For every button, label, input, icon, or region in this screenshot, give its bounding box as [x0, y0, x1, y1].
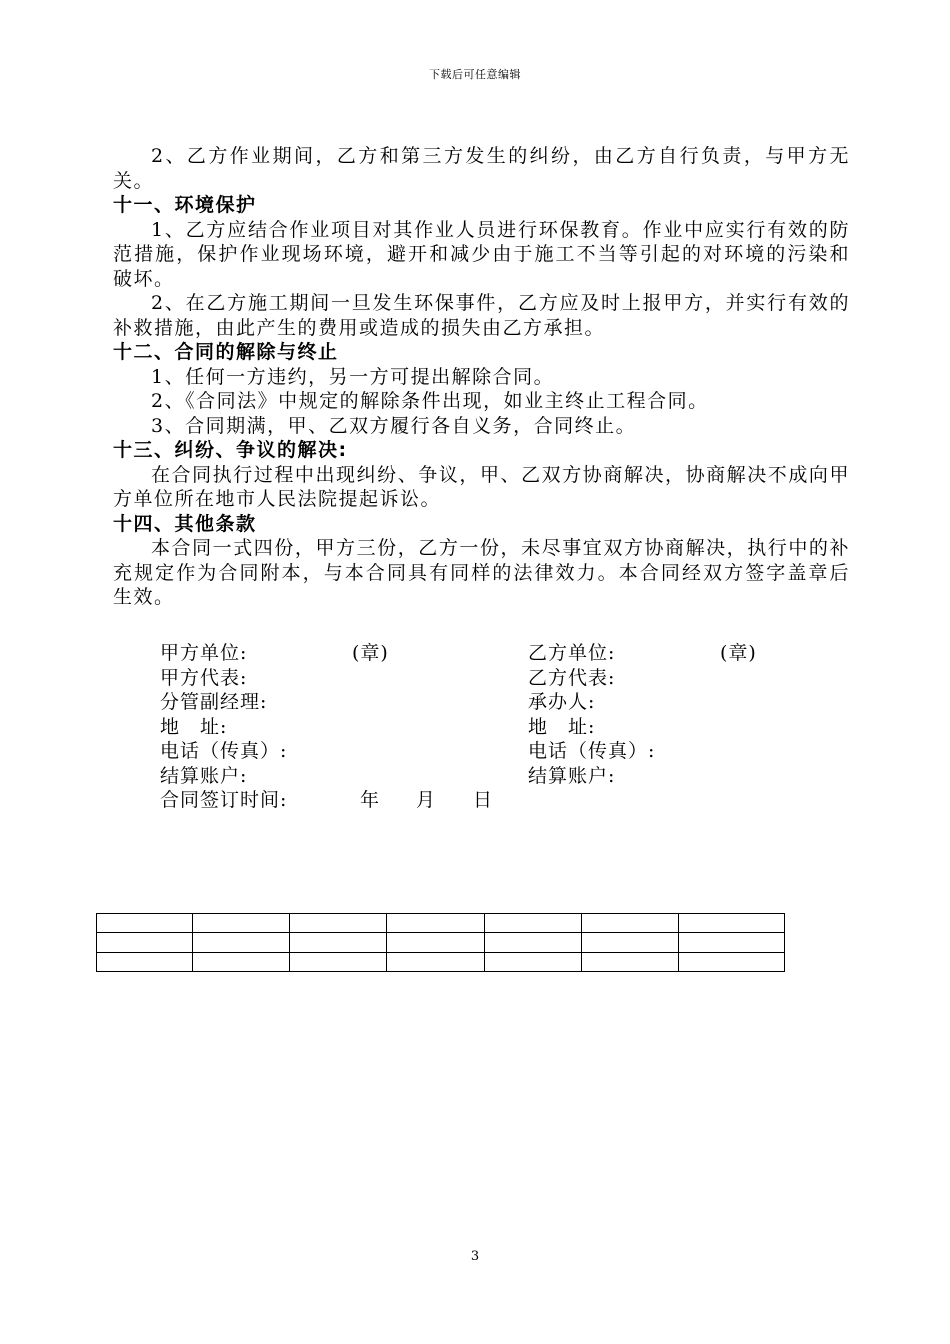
- party-b-phone-label: 电话（传真）:: [528, 740, 656, 762]
- party-a-account-label: 结算账户:: [160, 764, 248, 787]
- table-cell: [678, 952, 784, 971]
- sign-date-month: 月: [416, 789, 437, 811]
- paragraph-term-3: 3、合同期满，甲、乙双方履行各自义务，合同终止。: [151, 414, 637, 437]
- table-cell: [387, 952, 484, 971]
- party-b-seal: (章): [720, 642, 757, 664]
- paragraph-other-terms: 本合同一式四份，甲方三份，乙方一份，未尽事宜双方协商解决，执行中的补充规定作为合同附本，与本合同具有同样的法律效力。本合同经双方签字盖章后生效。: [113, 537, 850, 608]
- page-header: 下载后可任意编辑: [429, 68, 521, 81]
- party-a-phone-label: 电话（传真）:: [160, 740, 288, 762]
- table-cell: [97, 952, 193, 971]
- table-row: [97, 952, 785, 971]
- table-cell: [387, 914, 484, 933]
- table-cell: [97, 933, 193, 952]
- table-cell: [387, 933, 484, 952]
- table-cell: [484, 952, 581, 971]
- sign-date-year: 年: [360, 789, 381, 811]
- table-cell: [581, 914, 678, 933]
- heading-termination: 十二、合同的解除与终止: [113, 341, 339, 363]
- table-cell: [193, 952, 290, 971]
- heading-disputes: 十三、纠纷、争议的解决:: [113, 439, 348, 461]
- paragraph-term-2: 2、《合同法》中规定的解除条件出现，如业主终止工程合同。: [151, 390, 709, 412]
- table-cell: [484, 933, 581, 952]
- table-cell: [581, 952, 678, 971]
- paragraph-dispute-third-party: 2、乙方作业期间，乙方和第三方发生的纠纷，由乙方自行负责，与甲方无关。: [113, 145, 850, 192]
- blank-table: [96, 913, 785, 972]
- table-cell: [581, 933, 678, 952]
- party-a-rep-label: 甲方代表:: [160, 666, 248, 689]
- table-cell: [193, 933, 290, 952]
- sign-date-label: 合同签订时间:: [160, 789, 288, 811]
- table-cell: [193, 914, 290, 933]
- party-a-address-label: 地 址:: [160, 715, 228, 738]
- table-cell: [290, 933, 387, 952]
- party-b-account-label: 结算账户:: [528, 764, 616, 787]
- paragraph-env-2: 2、在乙方施工期间一旦发生环保事件，乙方应及时上报甲方，并实行有效的补救措施，由此产生的费用或造成的损失由乙方承担。: [113, 292, 850, 339]
- heading-environment: 十一、环境保护: [113, 194, 257, 216]
- heading-other-terms: 十四、其他条款: [113, 512, 257, 535]
- table-row: [97, 933, 785, 952]
- table-cell: [678, 914, 784, 933]
- page-number: 3: [470, 1249, 480, 1264]
- sign-date-day: 日: [473, 789, 494, 811]
- table-cell: [290, 952, 387, 971]
- table-cell: [290, 914, 387, 933]
- deputy-manager-label: 分管副经理:: [160, 691, 268, 713]
- handler-label: 承办人:: [528, 691, 596, 713]
- table-cell: [97, 914, 193, 933]
- party-b-unit-label: 乙方单位:: [528, 642, 616, 664]
- table-cell: [484, 914, 581, 933]
- paragraph-env-1: 1、乙方应结合作业项目对其作业人员进行环保教育。作业中应实行有效的防范措施，保护作业现场环境，避开和减少由于施工不当等引起的对环境的污染和破坏。: [113, 218, 850, 290]
- party-a-unit-label: 甲方单位:: [160, 642, 248, 664]
- table-row: [97, 914, 785, 933]
- signature-block: [160, 641, 800, 813]
- paragraph-term-1: 1、任何一方违约，另一方可提出解除合同。: [151, 365, 555, 388]
- table-cell: [678, 933, 784, 952]
- party-b-address-label: 地 址:: [528, 715, 596, 738]
- party-b-rep-label: 乙方代表:: [528, 666, 616, 689]
- contract-body: [113, 144, 850, 610]
- party-a-seal: (章): [352, 642, 389, 664]
- paragraph-disputes: 在合同执行过程中出现纠纷、争议，甲、乙双方协商解决，协商解决不成向甲方单位所在地市人民法院提起诉讼。: [113, 463, 850, 510]
